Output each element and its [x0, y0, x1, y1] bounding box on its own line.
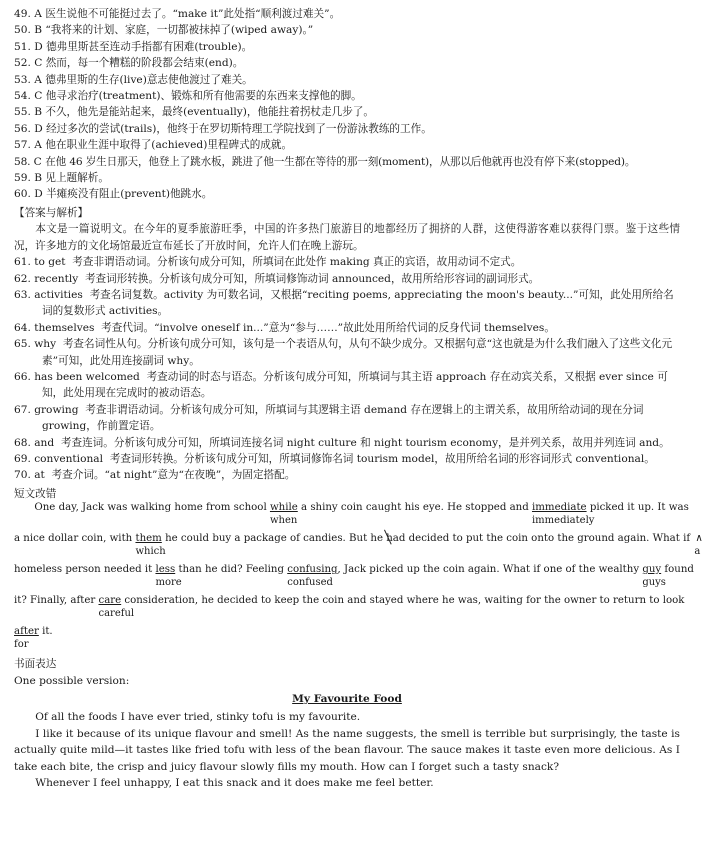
- essay-title: My Favourite Food: [292, 693, 402, 705]
- corrected-word: less more: [155, 564, 182, 589]
- corrected-word: immediate immediately: [531, 502, 595, 527]
- essay-paragraph: I like it because of its unique flavour and smell! As the name suggests, the smell is terrible but surprisingly, the taste is actually quite mild—it tastes like fried tofu with less of the bean flavour. The sauce makes it taste even more delicious. As I take each bite, the crisp and juicy flavour slowly fills my mouth. How can I forget such a tasty snack?: [14, 727, 680, 773]
- correction-note: guys: [642, 577, 666, 589]
- answer-item: 70. at 考查介词。“at night”意为“在夜晚”，为固定搭配。: [14, 469, 296, 482]
- answer-item: 58. C 在他 46 岁生日那天，他登上了跳水板，跳进了他一生都在等待的那一刻(moment)，从那以后他就再也没有停下来(stopped)。: [14, 155, 636, 168]
- correction-note: immediately: [531, 515, 595, 527]
- correction-note: a: [694, 546, 701, 558]
- answer-item: 57. A 他在职业生涯中取得了(achieved)里程碑式的成就。: [14, 139, 293, 152]
- corrected-word: confusing confused: [287, 564, 338, 589]
- grammar-fill-answers: [14, 254, 680, 484]
- correction-note: confused: [287, 577, 333, 589]
- answer-item: 54. C 他寻求治疗(treatment)、锻炼和所有他需要的东西来支撑他的脚。: [14, 90, 362, 103]
- correction-note: careful: [98, 608, 135, 620]
- answer-item: 59. B 见上题解析。: [14, 172, 109, 185]
- answer-item: 56. D 经过多次的尝试(trails)，他终于在罗切斯特理工学院找到了一份游泳教练的工作。: [14, 122, 432, 135]
- essay-paragraph: Of all the foods I have ever tried, stinky tofu is my favourite.: [35, 711, 361, 724]
- answer-item: 63. activities 考查名词复数。activity 为可数名词，又根据“reciting poems, appreciating the moon's beauty...”可知，此处用所给名词的复数形式 activities。: [14, 288, 674, 318]
- answer-item: 51. D 德弗里斯甚至连动手指都有困难(trouble)。: [14, 40, 253, 53]
- corrected-word: after for: [14, 626, 39, 651]
- version-label: One possible version:: [14, 674, 130, 687]
- answer-item: 62. recently 考查词形转换。分析该句成分可知，所填词修饰动词 announced，故用所给形容词的副词形式。: [14, 272, 540, 285]
- deleted-word: had: [386, 533, 406, 545]
- correction-line: a nice dollar coin, with them which he could buy a package of candies. But he had decided to put the coin onto the ground again. What if ∧ a: [14, 533, 703, 558]
- correction-line: homeless person needed it less more than he did? Feeling confusing confused , Jack picked up the coin again. What if one of the wealthy guy guys found: [14, 564, 694, 589]
- answer-item: 55. B 不久，他先是能站起来，最终(eventually)，他能拄着拐杖走几步了。: [14, 106, 374, 119]
- section-header: 【答案与解析】: [14, 206, 89, 219]
- corrected-word: care careful: [98, 595, 135, 620]
- writing-header: 书面表达: [14, 658, 57, 671]
- answer-item: 53. A 德弗里斯的生存(live)意志使他渡过了难关。: [14, 73, 253, 86]
- essay-paragraph: Whenever I feel unhappy, I eat this snack and it does make me feel better.: [35, 777, 434, 790]
- cloze-answers: [14, 6, 680, 203]
- answer-item: 68. and 考查连词。分析该句成分可知，所填词连接名词 night culture 和 night tourism economy，是并列关系，故用并列连词 and。: [14, 436, 670, 449]
- error-correction-header: 短文改错: [14, 487, 57, 500]
- error-correction-passage: [14, 502, 703, 654]
- passage-summary: 本文是一篇说明文。在今年的夏季旅游旺季，中国的许多热门旅游目的地都经历了拥挤的人群，这使得游客难以获得门票。鉴于这些情况，许多地方的文化场馆最近宣布延长了开放时间，允许人们在晚上游玩。: [14, 223, 680, 252]
- answer-item: 52. C 然而，每一个糟糕的阶段都会结束(end)。: [14, 57, 244, 70]
- answer-item: 61. to get 考查非谓语动词。分析该句成分可知，所填词在此处作 making 真正的宾语，故用动词不定式。: [14, 256, 522, 269]
- correction-line: after for it.: [14, 626, 53, 651]
- answer-item: 49. A 医生说他不可能挺过去了。“make it”此处指“顺利渡过难关”。: [14, 8, 341, 20]
- corrected-word: guy guys: [642, 564, 666, 589]
- answer-item: 64. themselves 考查代词。“involve oneself in...”意为“参与……”故此处用所给代词的反身代词 themselves。: [14, 321, 555, 334]
- correction-note: which: [135, 546, 166, 558]
- essay-body: [14, 709, 680, 791]
- corrected-word: them which: [135, 533, 166, 558]
- answer-item: 65. why 考查名词性从句。分析该句成分可知，该句是一个表语从句，从句不缺少成分。又根据句意“这也就是为什么我们融入了这些文化元素”可知，此处用连接副词 why。: [14, 338, 673, 367]
- correction-note: for: [14, 639, 29, 651]
- answer-item: 66. has been welcomed 考查动词的时态与语态。分析该句成分可知，所填词与其主语 approach 存在动宾关系，又根据 ever since 可知，此处用现在完成时的被动语态。: [14, 370, 668, 400]
- answer-item: 69. conventional 考查词形转换。分析该句成分可知，所填词修饰名词 tourism model，故用所给名词的形容词形式 conventional。: [14, 452, 655, 465]
- answer-item: 50. B “我将来的计划、家庭，一切都被抹掉了(wiped away)。”: [14, 24, 314, 37]
- answer-item: 67. growing 考查非谓语动词。分析该句成分可知，所填词与其逻辑主语 demand 存在逻辑上的主谓关系，故用所给动词的现在分词 growing，作前置定语。: [14, 403, 644, 433]
- answer-item: 60. D 半瘫痪没有阻止(prevent)他跳水。: [14, 188, 213, 201]
- correction-line: One day, Jack was walking home from school while when a shiny coin caught his eye. He stopped and immediate immediately picked it up. It was: [34, 502, 689, 527]
- answer-page: [14, 6, 703, 791]
- correction-note: more: [155, 577, 182, 589]
- corrected-word: while when: [269, 502, 298, 527]
- insertion-mark: ∧ a: [694, 533, 703, 558]
- correction-line: it? Finally, after care careful consideration, he decided to keep the coin and stayed where he was, waiting for the owner to return to look: [14, 595, 685, 620]
- correction-note: when: [269, 515, 298, 527]
